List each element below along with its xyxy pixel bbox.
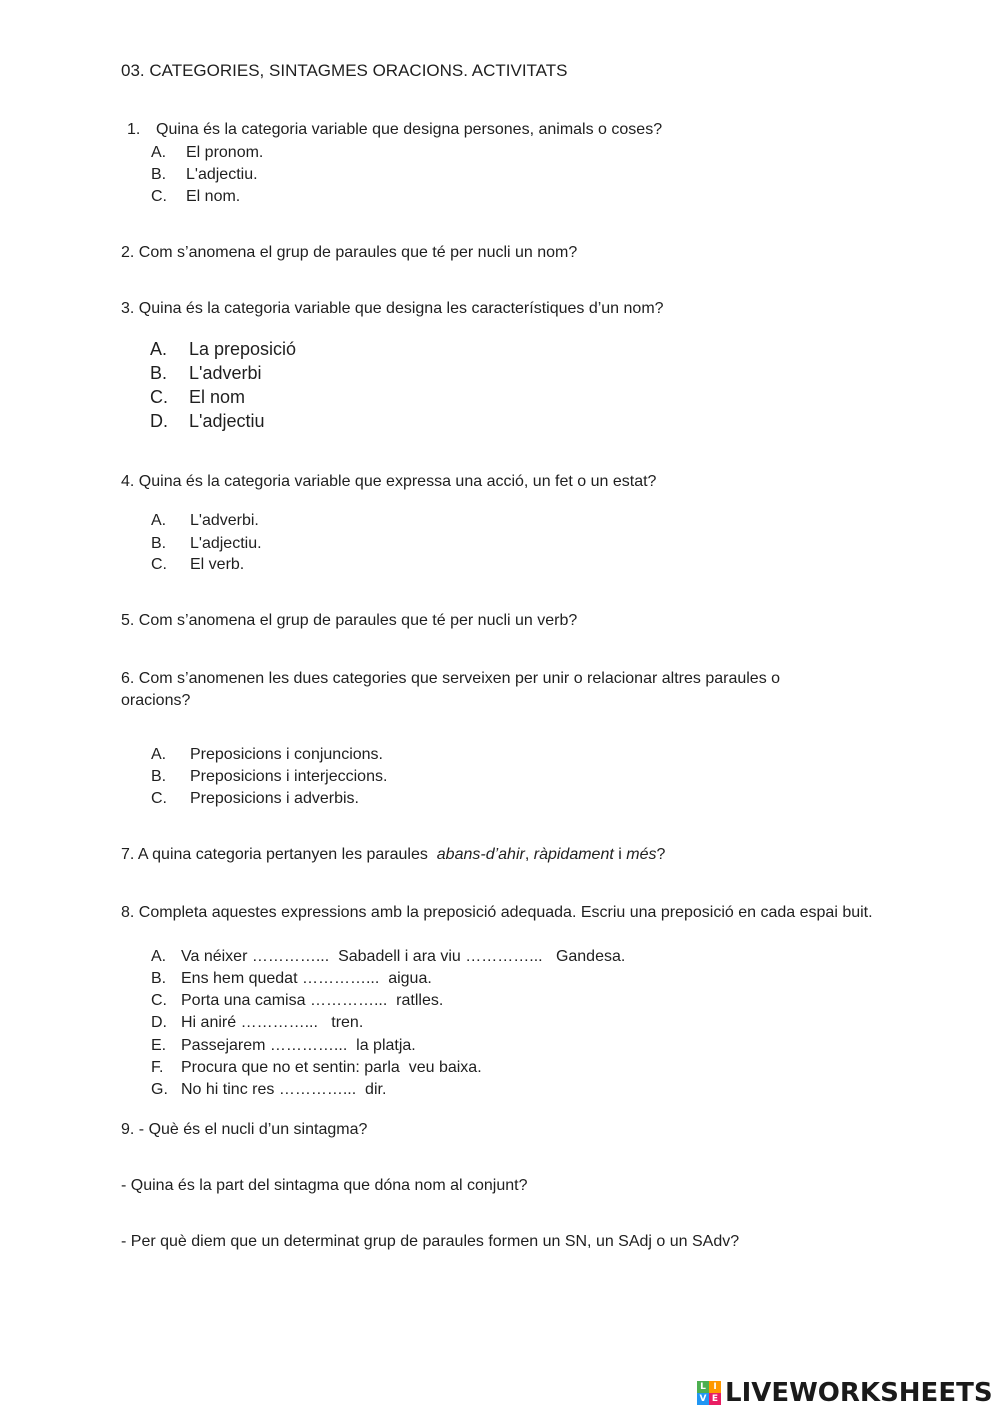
question-3-text: 3. Quina és la categoria variable que designa les característiques d’un nom? [121, 300, 664, 317]
page-title: 03. CATEGORIES, SINTAGMES ORACIONS. ACTIVITATS [121, 61, 568, 80]
option-text: L'adjectiu. [186, 166, 258, 183]
option-letter: A. [151, 144, 167, 161]
option-letter: B. [151, 768, 167, 785]
option-text: Preposicions i conjuncions. [190, 746, 383, 763]
option-letter: C. [151, 556, 167, 573]
question-6-text: 6. Com s’anomenen les dues categories que serveixen per unir o relacionar altres paraules o oracions? [121, 670, 781, 709]
question-9-a: 9. - Què és el nucli d’un sintagma? [121, 1121, 368, 1138]
option-text: L'adverbi. [190, 512, 259, 529]
item-text: Va néixer …………... Sabadell i ara viu …………... Gandesa. [181, 948, 626, 965]
item-text: Passejarem …………... la platja. [181, 1037, 416, 1054]
logo-text: LIVEWORKSHEETS [725, 1378, 993, 1408]
question-7-word-3: més [626, 846, 657, 863]
question-1-text: Quina és la categoria variable que designa persones, animals o coses? [156, 121, 663, 138]
item-text: No hi tinc res …………... dir. [181, 1081, 387, 1098]
option-letter: A. [151, 746, 167, 763]
question-7-separator-1: , [524, 846, 530, 863]
question-7-separator-2: i [618, 846, 622, 863]
option-letter: B. [151, 535, 167, 552]
option-text: El nom [189, 387, 246, 407]
option-letter: C. [151, 790, 167, 807]
option-text: Preposicions i interjeccions. [190, 768, 388, 785]
question-7 [121, 846, 665, 864]
question-7-prefix: 7. A quina categoria pertanyen les paraules [121, 846, 428, 863]
item-letter: D. [151, 1014, 167, 1031]
item-text: Hi aniré …………... tren. [181, 1014, 364, 1031]
question-1-number: 1. [127, 121, 141, 138]
option-letter: B. [150, 363, 168, 383]
logo-mark-letter: E [709, 1393, 721, 1405]
item-letter: A. [151, 948, 167, 965]
option-text: El verb. [190, 556, 245, 573]
item-letter: E. [151, 1037, 167, 1054]
option-text: L'adjectiu [189, 411, 265, 431]
item-text: Ens hem quedat …………... aigua. [181, 970, 432, 987]
option-text: Preposicions i adverbis. [190, 790, 359, 807]
option-text: L'adverbi [189, 363, 262, 383]
question-4-text: 4. Quina és la categoria variable que expressa una acció, un fet o un estat? [121, 473, 657, 490]
item-letter: F. [151, 1059, 164, 1076]
option-letter: C. [151, 188, 167, 205]
question-7-suffix: ? [656, 846, 666, 863]
logo-mark-letter: I [709, 1381, 721, 1393]
option-text: La preposició [189, 339, 297, 359]
question-9-c: - Per què diem que un determinat grup de paraules formen un SN, un SAdj o un SAdv? [121, 1233, 740, 1250]
item-letter: C. [151, 992, 167, 1009]
item-letter: B. [151, 970, 167, 987]
question-7-word-1: abans-d’ahir [436, 846, 525, 863]
question-5-text: 5. Com s’anomena el grup de paraules que té per nucli un verb? [121, 612, 578, 629]
liveworksheets-logo[interactable] [697, 1378, 993, 1408]
question-9-b: - Quina és la part del sintagma que dóna nom al conjunt? [121, 1177, 528, 1194]
item-letter: G. [151, 1081, 168, 1098]
question-7-word-2: ràpidament [533, 846, 614, 863]
logo-mark-letter: V [697, 1393, 709, 1405]
question-8-text: 8. Completa aquestes expressions amb la preposició adequada. Escriu una preposició en cada espai buit. [121, 904, 873, 921]
option-letter: A. [151, 512, 167, 529]
option-text: El nom. [186, 188, 241, 205]
item-text: Porta una camisa …………... ratlles. [181, 992, 444, 1009]
option-letter: D. [150, 411, 168, 431]
item-text: Procura que no et sentin: parla veu baixa. [181, 1059, 482, 1076]
option-letter: B. [151, 166, 167, 183]
logo-mark-icon [697, 1381, 721, 1405]
logo-mark-letter: L [697, 1381, 709, 1393]
option-text: El pronom. [186, 144, 264, 161]
question-2-text: 2. Com s’anomena el grup de paraules que té per nucli un nom? [121, 244, 578, 261]
option-letter: C. [150, 387, 168, 407]
option-text: L'adjectiu. [190, 535, 262, 552]
option-letter: A. [150, 339, 168, 359]
